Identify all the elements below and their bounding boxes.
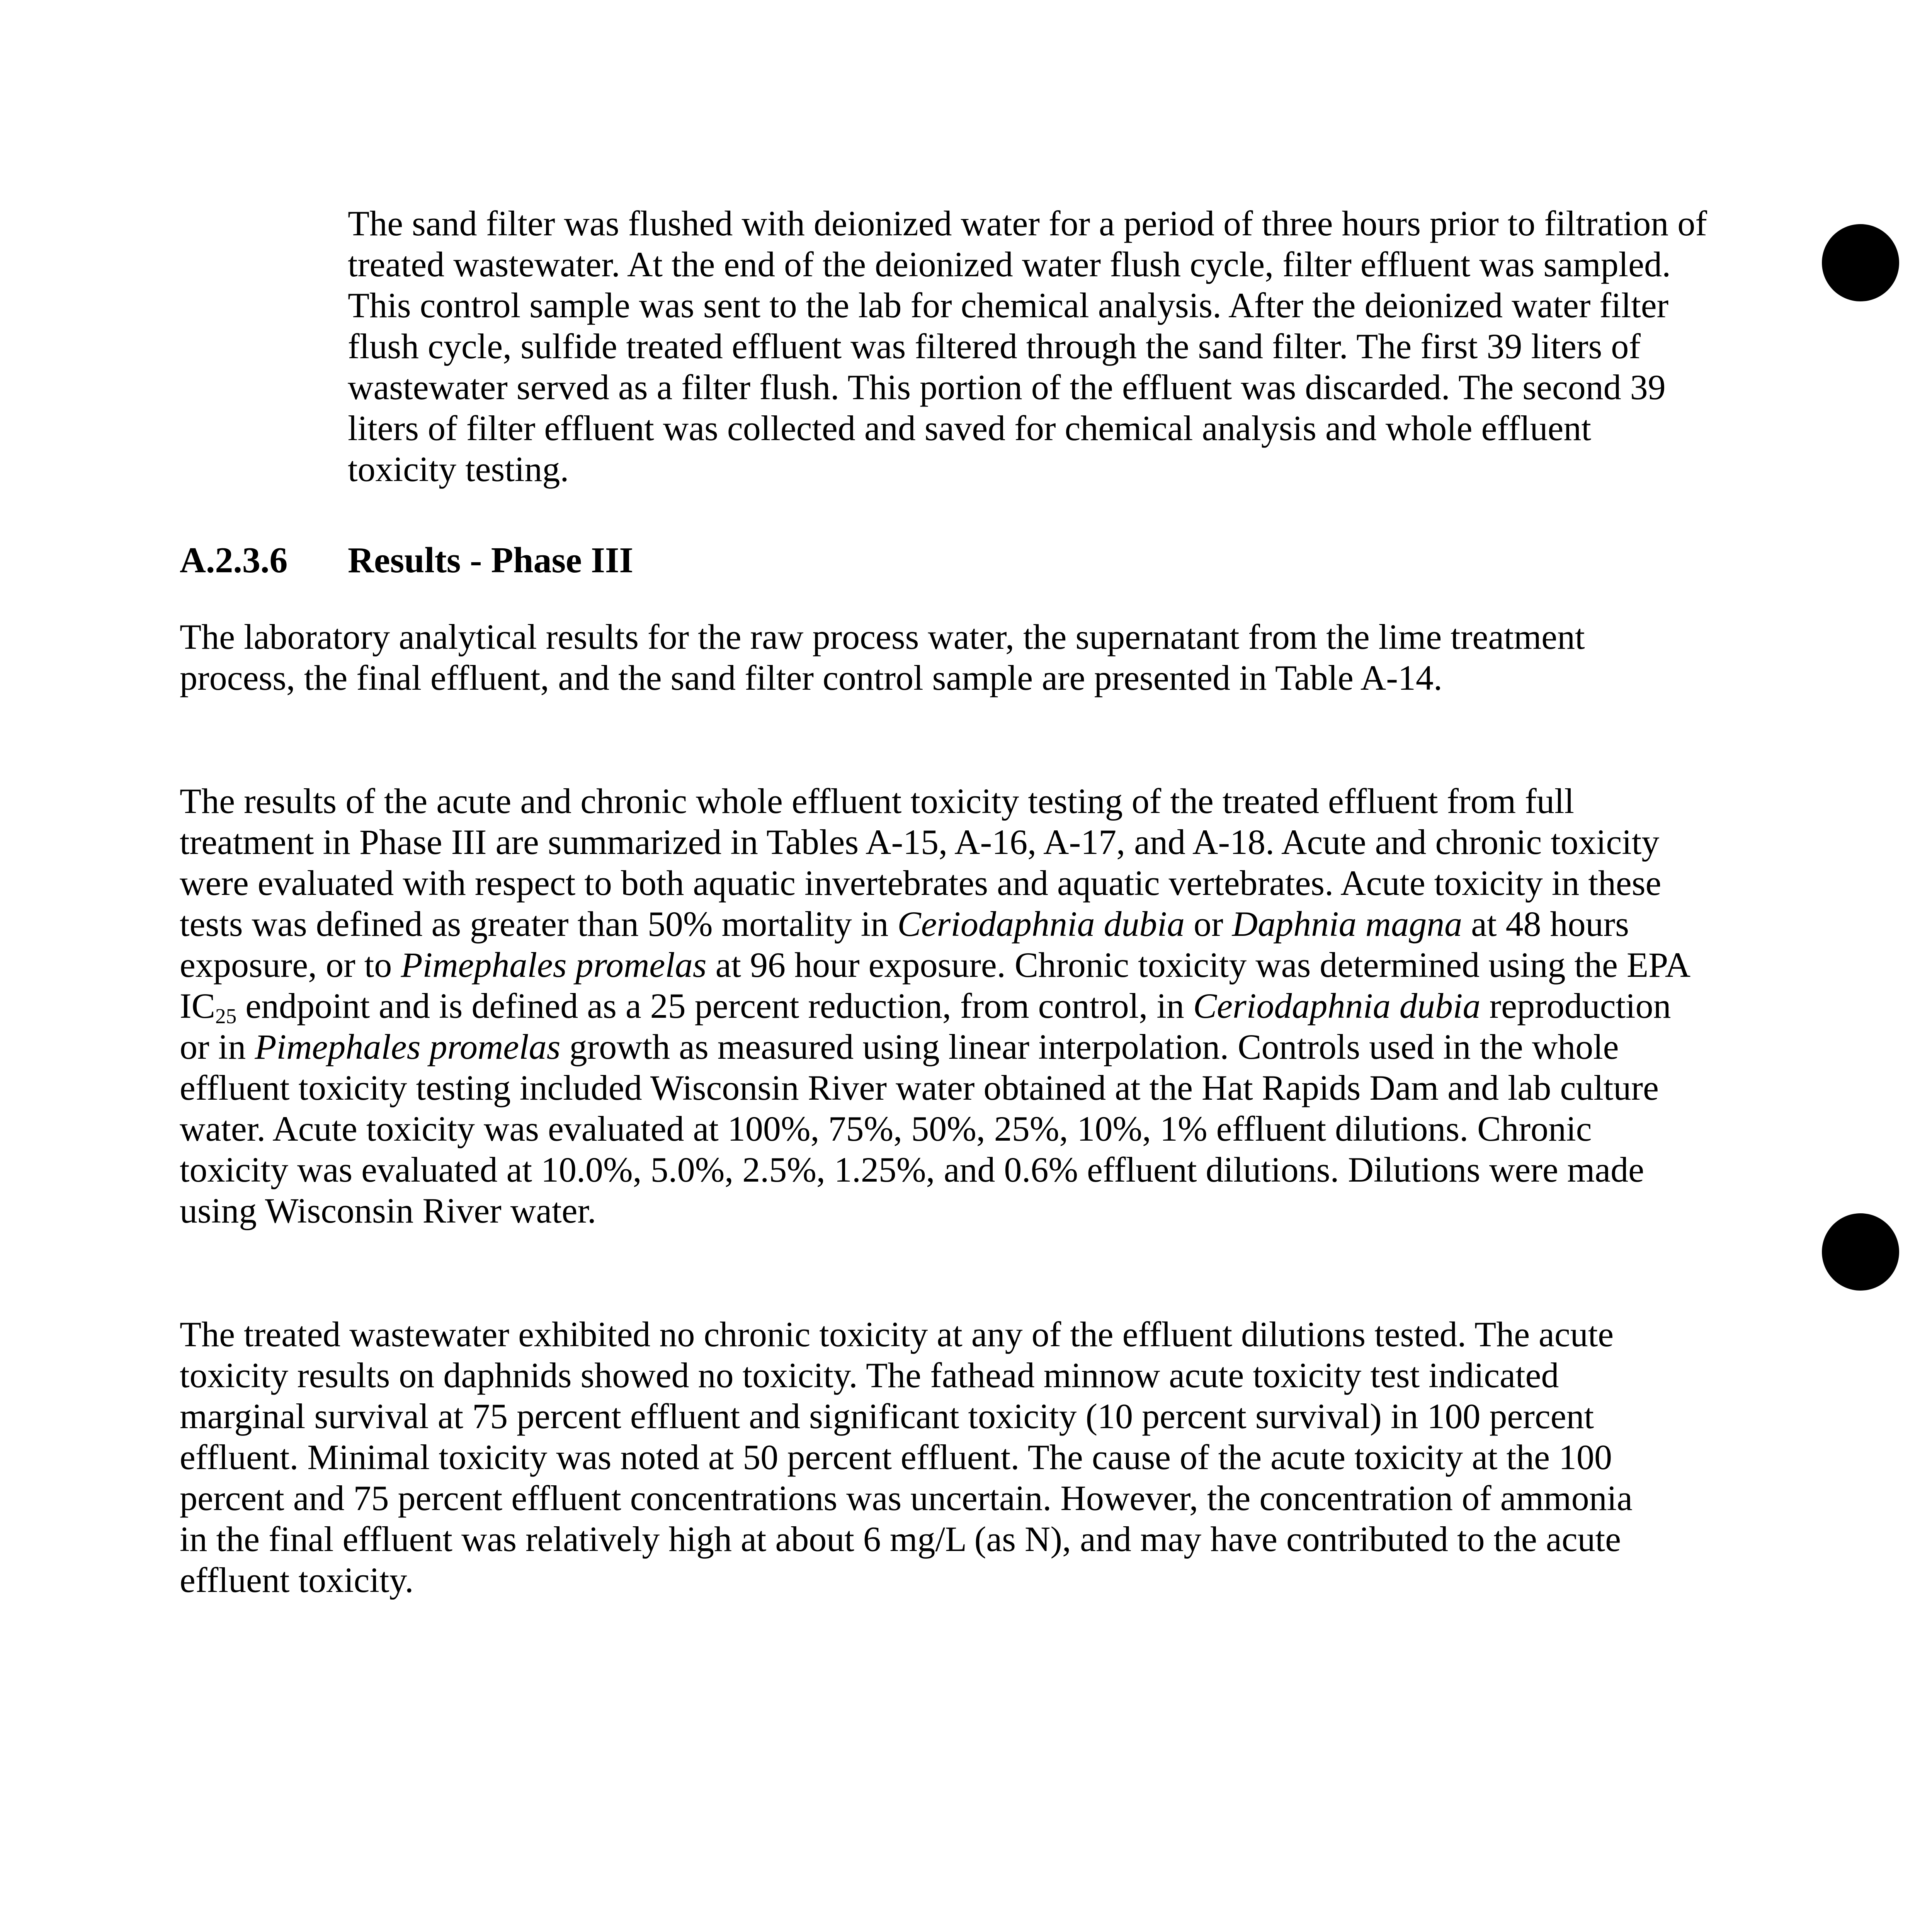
paragraph-text: The results of the acute and chronic whole effluent toxicity testing of the treated effluent from full treatment in Phase III are summarized in Tables A-15, A-16, A-17, and A-18. Acute and chronic toxicity were evaluated with respect to both aquatic invertebrates and aquatic vertebrates. Acute toxicity in these tests was defined as greater than 50% mortality in — [180, 781, 1662, 944]
section-number: A.2.3.6 — [180, 540, 288, 580]
results-paragraph-2 — [180, 781, 1708, 1231]
intro-paragraph: The sand filter was flushed with deionized water for a period of three hours prior to filtration of treated wastewater. At the end of the deionized water flush cycle, filter effluent was sampled. This control sample was sent to the lab for chemical analysis. After the deionized water filter flush cycle, sulfide treated effluent was filtered through the sand filter. The first 39 liters of wastewater served as a filter flush. This portion of the effluent was discarded. The second 39 liters of filter effluent was collected and saved for chemical analysis and whole effluent toxicity testing. — [348, 204, 1707, 489]
species-name: Ceriodaphnia dubia — [897, 904, 1185, 944]
paragraph-text: reproduction or in — [180, 986, 1671, 1066]
paragraph-text: at 48 hours exposure, or to — [180, 904, 1629, 985]
section-heading — [180, 539, 633, 582]
species-name: Pimephales promelas — [401, 945, 707, 985]
results-paragraph-3: The treated wastewater exhibited no chronic toxicity at any of the effluent dilutions tested. The acute toxicity results on daphnids showed no toxicity. The fathead minnow acute toxicity test indicated marginal survival at 75 percent effluent and significant toxicity (10 percent survival) in 100 percent effluent. Minimal toxicity was noted at 50 percent effluent. The cause of the acute toxicity at the 100 percent and 75 percent effluent concentrations was uncertain. However, the concentration of ammonia in the final effluent was relatively high at about 6 mg/L (as N), and may have contributed to the acute effluent toxicity. — [180, 1315, 1633, 1600]
paragraph-text: at 96 hour exposure. Chronic toxicity was determined using the EPA IC — [180, 945, 1689, 1026]
punch-hole — [1822, 224, 1899, 301]
section-title: Results - Phase III — [348, 540, 634, 580]
results-paragraph-1: The laboratory analytical results for the raw process water, the supernatant from the lime treatment process, the final effluent, and the sand filter control sample are presented in Table A-14. — [180, 617, 1585, 697]
species-name: Ceriodaphnia dubia — [1193, 986, 1481, 1026]
species-name: Daphnia magna — [1232, 904, 1463, 944]
paragraph-text: or — [1185, 904, 1232, 944]
paragraph-text: endpoint and is defined as a 25 percent reduction, from control, in — [236, 986, 1193, 1026]
species-name: Pimephales promelas — [255, 1027, 561, 1066]
paragraph-text: growth as measured using linear interpolation. Controls used in the whole effluent toxicity testing included Wisconsin River water obtained at the Hat Rapids Dam and lab culture water. Acute toxicity was evaluated at 100%, 75%, 50%, 25%, 10%, 1% effluent dilutions. Chronic toxicity was evaluated at 10.0%, 5.0%, 2.5%, 1.25%, and 0.6% effluent dilutions. Dilutions were made using Wisconsin River water. — [180, 1027, 1659, 1230]
punch-hole — [1822, 1213, 1899, 1291]
ic-subscript: 25 — [215, 1004, 237, 1028]
